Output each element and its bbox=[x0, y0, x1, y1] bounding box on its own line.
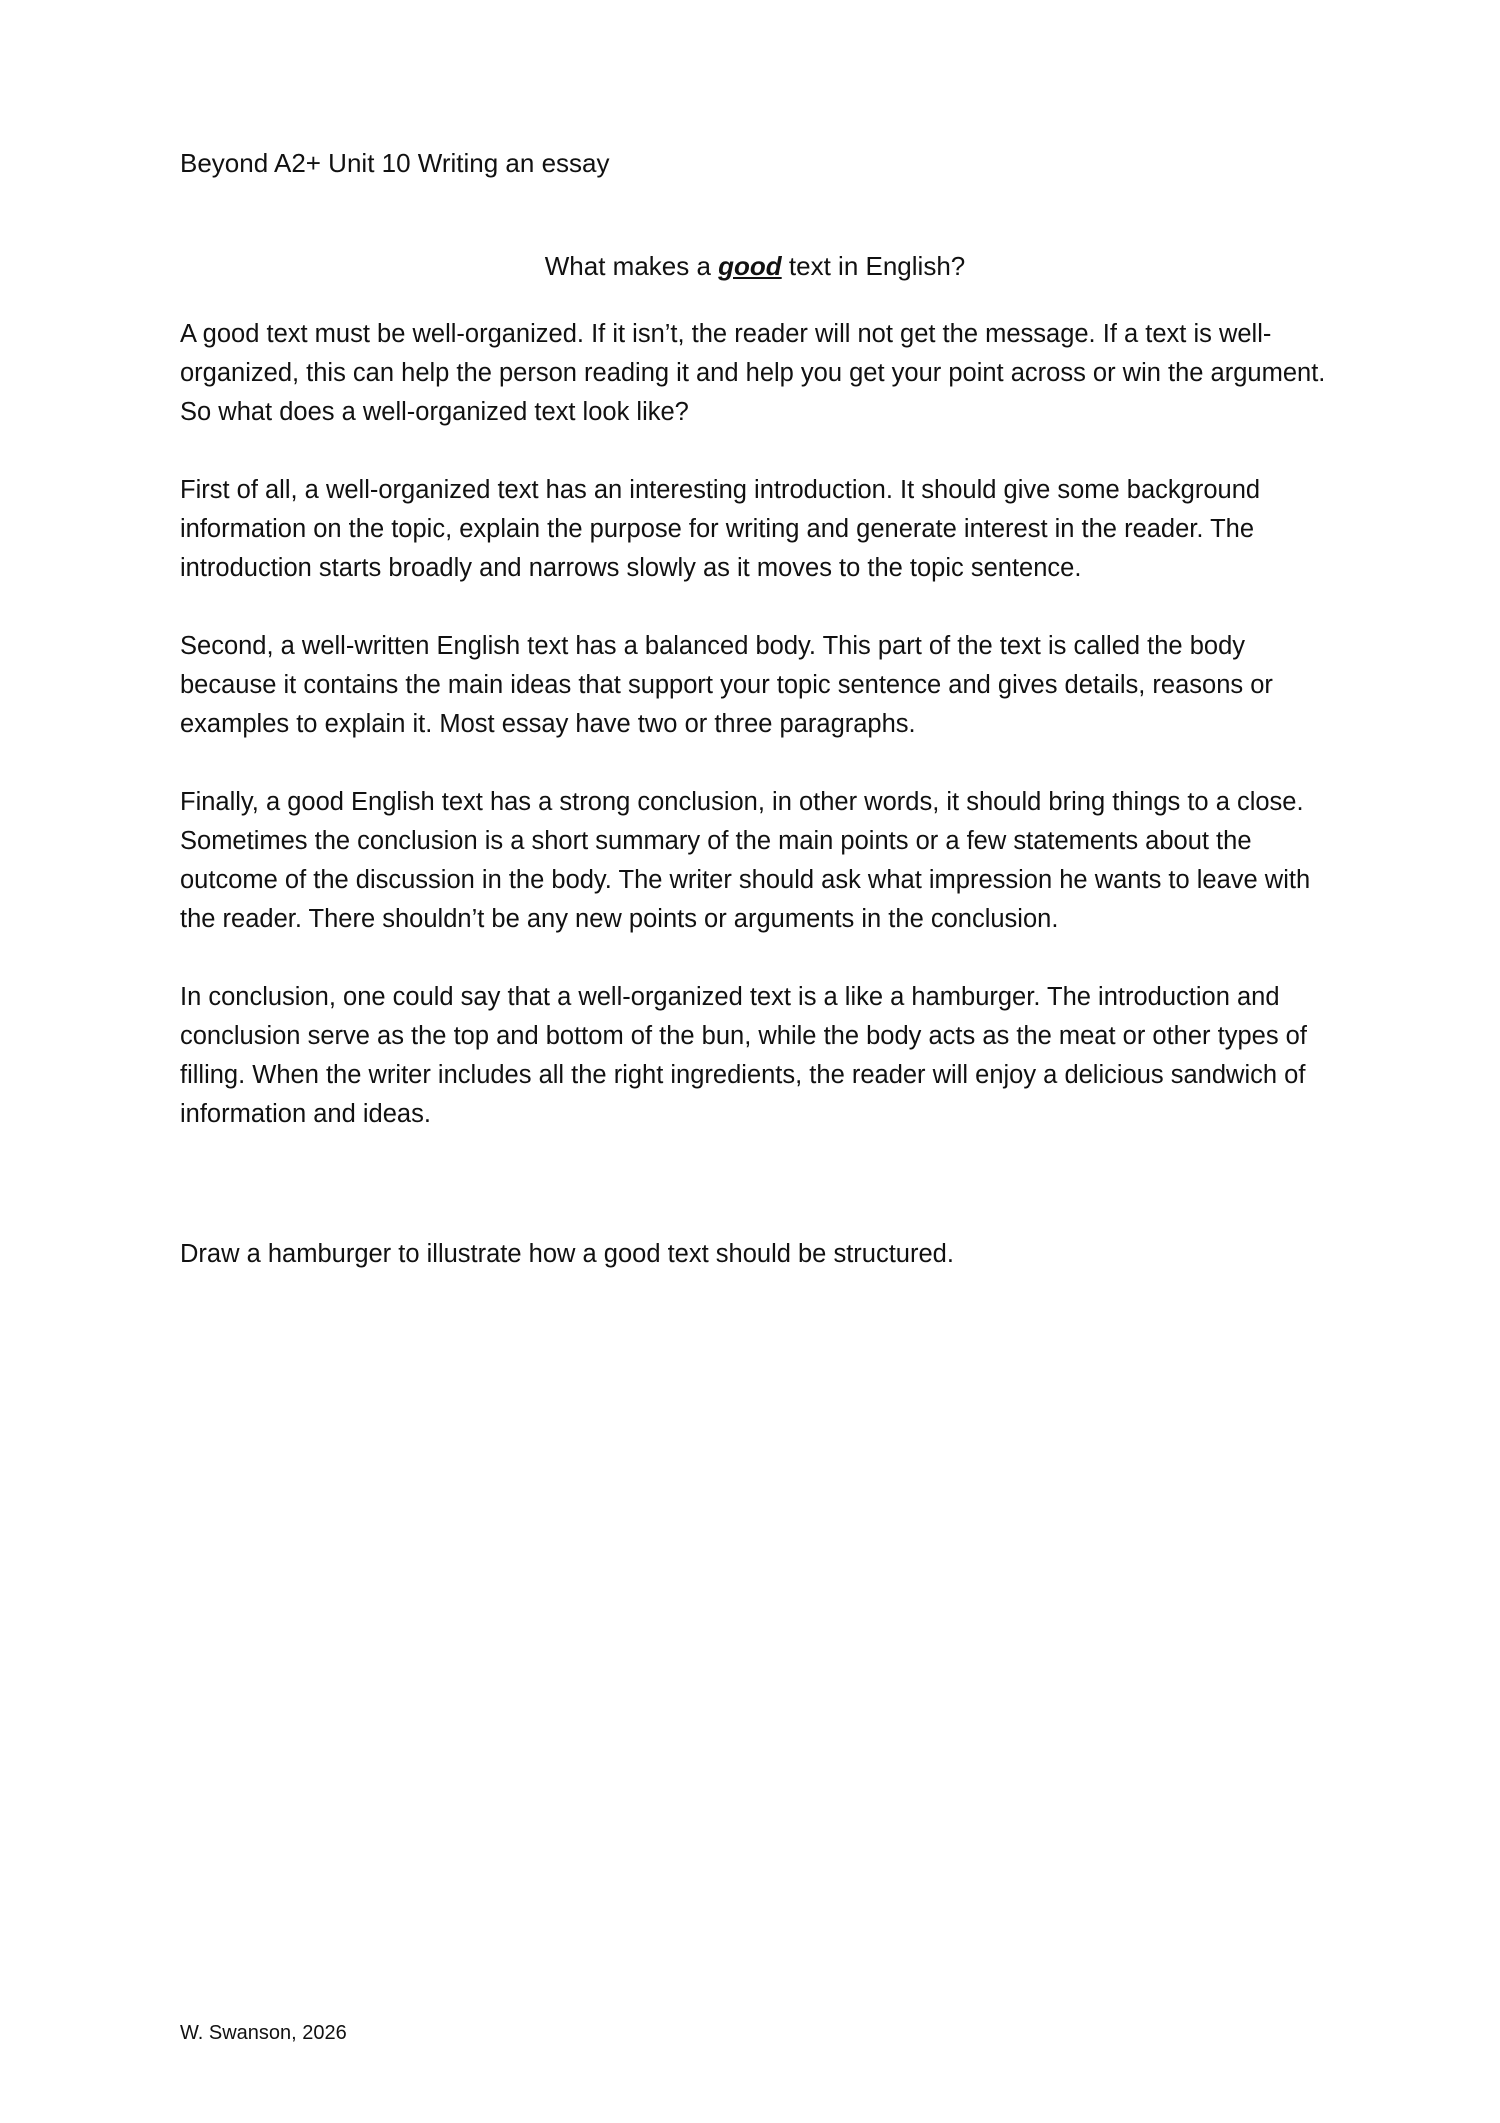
document-header: Beyond A2+ Unit 10 Writing an essay bbox=[180, 148, 610, 178]
paragraph-introduction: First of all, a well-organized text has an interesting introduction. It should give some background information on the topic, explain the purpose for writing and generate interest in the reader. The introduction starts broadly and narrows slowly as it moves to the topic sentence. bbox=[180, 476, 1261, 582]
document-title bbox=[180, 248, 1330, 284]
paragraph-conclusion: Finally, a good English text has a strong conclusion, in other words, it should bring things to a close. Sometimes the conclusion is a short summary of the main points or a few statements about the outcome of the discussion in the body. The writer should ask what impression he wants to leave with the reader. There shouldn’t be any new points or arguments in the conclusion. bbox=[180, 788, 1311, 933]
paragraph-summary: In conclusion, one could say that a well-organized text is a like a hamburger. The introduction and conclusion serve as the top and bottom of the bun, while the body acts as the meat or other types of filling. When the writer includes all the right ingredients, the reader will enjoy a delicious sandwich of information and ideas. bbox=[180, 983, 1307, 1128]
paragraph-body: Second, a well-written English text has a balanced body. This part of the text is called the body because it contains the main ideas that support your topic sentence and gives details, reasons or examples to explain it. Most essay have two or three paragraphs. bbox=[180, 632, 1273, 738]
title-text-before: What makes a bbox=[544, 251, 719, 281]
task-instruction: Draw a hamburger to illustrate how a good text should be structured. bbox=[180, 1240, 954, 1268]
document-footer: W. Swanson, 2026 bbox=[180, 2022, 347, 2044]
title-emphasis: good bbox=[718, 251, 782, 281]
document-body bbox=[180, 315, 1340, 1173]
paragraph-intro: A good text must be well-organized. If it isn’t, the reader will not get the message. If a text is well-organized, this can help the person reading it and help you get your point across or win the argument. So what does a well-organized text look like? bbox=[180, 320, 1326, 426]
title-text-after: text in English? bbox=[781, 251, 966, 281]
